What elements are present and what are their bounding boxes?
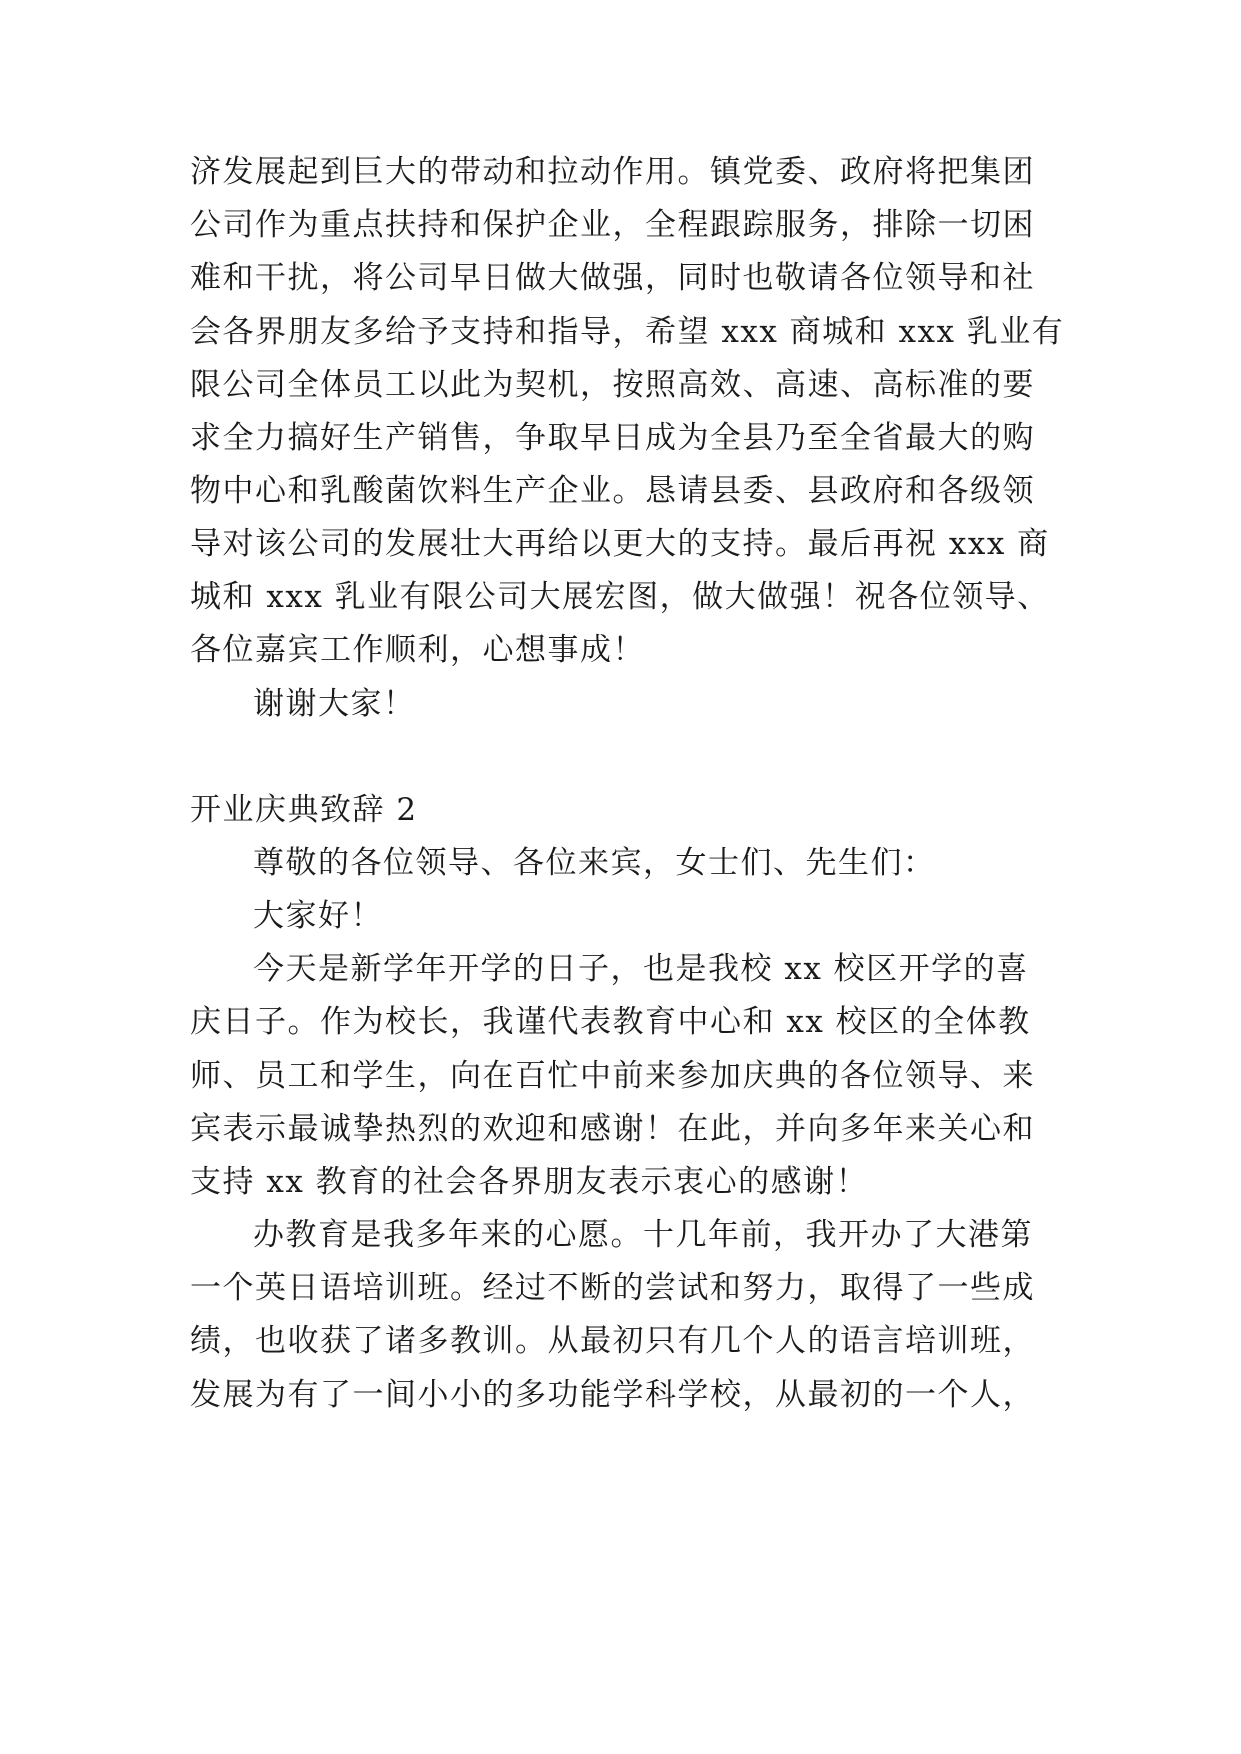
paragraph-line: 宾表示最诚挚热烈的欢迎和感谢！在此，并向多年来关心和 bbox=[190, 1111, 1035, 1147]
paragraph-line: 一个英日语培训班。经过不断的尝试和努力，取得了一些成 bbox=[190, 1270, 1035, 1306]
paragraph-line: 求全力搞好生产销售，争取早日成为全县乃至全省最大的购 bbox=[190, 420, 1035, 456]
section-heading: 开业庆典致辞 2 bbox=[190, 792, 418, 828]
paragraph-line: 公司作为重点扶持和保护企业，全程跟踪服务，排除一切困 bbox=[190, 207, 1035, 243]
paragraph-line: 办教育是我多年来的心愿。十几年前，我开办了大港第 bbox=[253, 1217, 1033, 1253]
paragraph-line: 支持 xx 教育的社会各界朋友表示衷心的感谢！ bbox=[190, 1164, 869, 1200]
paragraph-line: 导对该公司的发展壮大再给以更大的支持。最后再祝 xxx 商 bbox=[190, 526, 1050, 562]
paragraph-line: 限公司全体员工以此为契机，按照高效、高速、高标准的要 bbox=[190, 367, 1035, 403]
paragraph-line: 师、员工和学生，向在百忙中前来参加庆典的各位领导、来 bbox=[190, 1058, 1035, 1094]
paragraph-line: 绩，也收获了诸多教训。从最初只有几个人的语言培训班， bbox=[190, 1323, 1035, 1359]
paragraph-line: 济发展起到巨大的带动和拉动作用。镇党委、政府将把集团 bbox=[190, 154, 1035, 190]
paragraph-line: 城和 xxx 乳业有限公司大展宏图，做大做强！祝各位领导、 bbox=[190, 579, 1050, 615]
paragraph-line: 物中心和乳酸菌饮料生产企业。恳请县委、县政府和各级领 bbox=[190, 473, 1035, 509]
paragraph-line: 庆日子。作为校长，我谨代表教育中心和 xx 校区的全体教 bbox=[190, 1004, 1031, 1040]
paragraph-line: 难和干扰，将公司早日做大做强，同时也敬请各位领导和社 bbox=[190, 260, 1035, 296]
greeting-line: 大家好！ bbox=[253, 898, 383, 934]
paragraph-line: 各位嘉宾工作顺利，心想事成！ bbox=[190, 632, 645, 668]
paragraph-line: 今天是新学年开学的日子，也是我校 xx 校区开学的喜 bbox=[253, 951, 1029, 987]
paragraph-line: 会各界朋友多给予支持和指导，希望 xxx 商城和 xxx 乳业有 bbox=[190, 314, 1065, 350]
closing-line: 谢谢大家！ bbox=[253, 686, 416, 722]
paragraph-line: 发展为有了一间小小的多功能学科学校，从最初的一个人， bbox=[190, 1377, 1035, 1413]
salutation-line: 尊敬的各位领导、各位来宾，女士们、先生们： bbox=[253, 845, 936, 881]
